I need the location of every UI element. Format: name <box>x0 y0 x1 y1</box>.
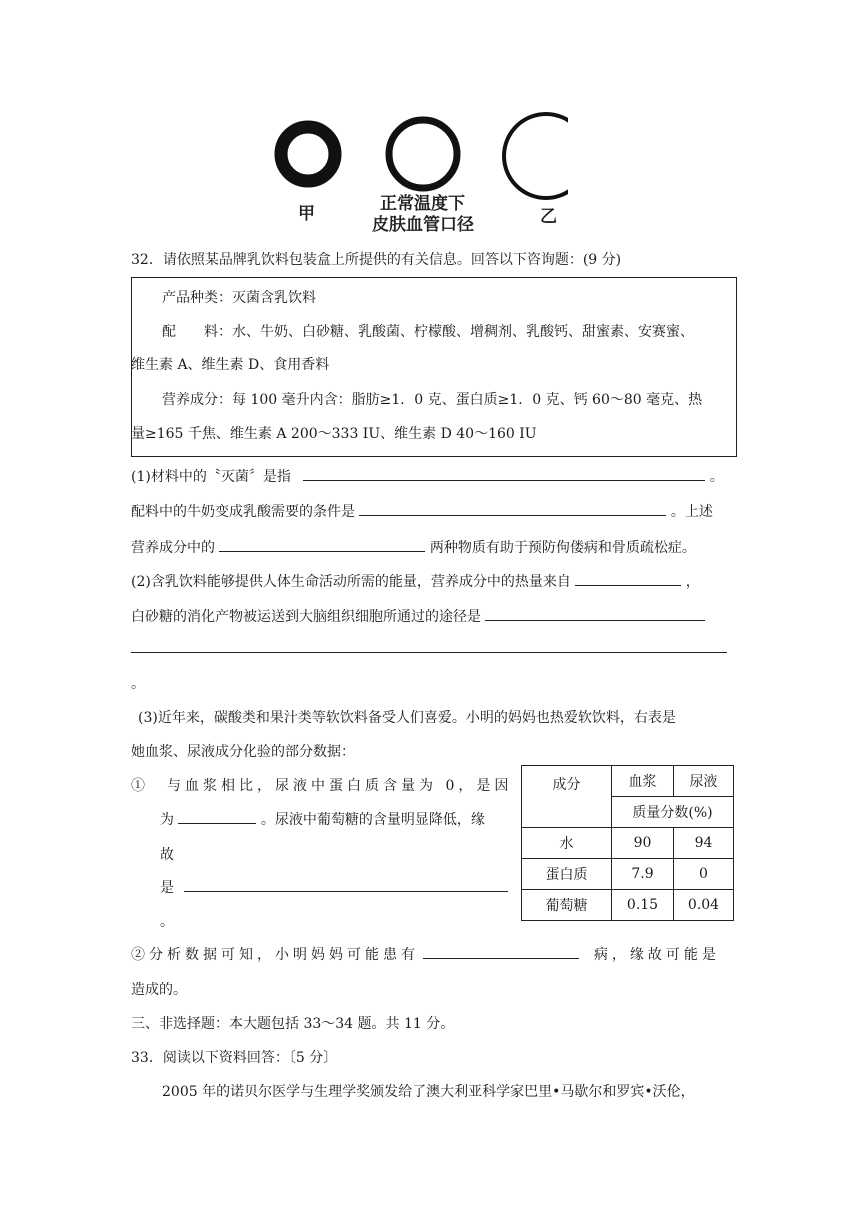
q3-s1-line-c: 故 <box>160 847 174 863</box>
q3-s1-shi: 是 <box>160 880 174 896</box>
cell-name: 蛋白质 <box>522 859 612 890</box>
q2-line-b <box>131 606 705 626</box>
answer-blank-sterilize[interactable] <box>303 466 705 481</box>
ingredients-line1: 配 料：水、牛奶、白砂糖、乳酸菌、柠檬酸、增稠剂、乳酸钙、甜蜜素、安赛蜜、 <box>162 324 694 340</box>
q1-c-end: 两种物质有助于预防佝偻病和骨质疏松症。 <box>429 540 696 556</box>
q1-prompt-lactic: 配料中的牛奶变成乳酸需要的条件是 <box>131 504 355 520</box>
q33-title: 33．阅读以下资料回答：〔5 分〕 <box>131 1050 338 1066</box>
q2-line-a <box>131 571 700 591</box>
cell-name: 水 <box>522 828 612 859</box>
cell-plasma: 0.15 <box>612 890 674 921</box>
q2-prompt-energy: (2)含乳饮料能够提供人体生命活动所需的能量，营养成分中的热量来自 <box>131 574 571 590</box>
q3-s1-line-a: ① 与血浆相比，尿液中蛋白质含量为 0，是因 <box>131 778 513 794</box>
answer-blank-lactic-condition[interactable] <box>359 501 666 516</box>
q1-b-end: 。上述 <box>670 504 713 520</box>
q1-prompt-sterilize: (1)材料中的〝灭菌〞是指 <box>131 469 291 485</box>
figure-label-jia: 甲 <box>298 204 315 224</box>
q1-prompt-nutrients: 营养成分中的 <box>131 540 215 556</box>
q32-title: 32．请依照某品牌乳饮料包装盒上所提供的有关信息。回答以下咨询题：(9 分) <box>131 252 622 268</box>
table-row <box>522 859 734 890</box>
q2-a-end: ， <box>685 574 700 590</box>
q1-line-a <box>131 466 724 486</box>
vessel-diameter-figure <box>268 104 568 234</box>
vessel-normal <box>389 120 457 188</box>
th-plasma: 血浆 <box>612 766 674 797</box>
q3-line-b: 她血浆、尿液成分化验的部分数据： <box>131 744 355 760</box>
figure-label-middle-1: 正常温度下 <box>380 194 465 214</box>
q3-s2-line-b: 造成的。 <box>131 982 187 998</box>
answer-blank-two-substances[interactable] <box>219 537 425 552</box>
q3-s1-b-end: 。尿液中葡萄糖的含量明显降低，缘 <box>260 812 485 828</box>
q1-line-c <box>131 537 696 557</box>
answer-blank-disease[interactable] <box>423 944 579 959</box>
cell-name: 葡萄糖 <box>522 890 612 921</box>
q33-text: 2005 年的诺贝尔医学与生理学奖颁发给了澳大利亚科学家巴里•马歇尔和罗宾•沃伦， <box>162 1084 695 1100</box>
q2-prompt-pathway: 白砂糖的消化产物被运送到大脑组织细胞所通过的途径是 <box>131 609 481 625</box>
ingredients-line2: 维生素 A、维生素 D、食用香料 <box>131 357 330 373</box>
q3-s2-a-end: 病，缘故可能是 <box>593 947 720 963</box>
cell-plasma: 90 <box>612 828 674 859</box>
figure-label-middle-2: 皮肤血管口径 <box>372 215 474 234</box>
vessel-dilated <box>504 114 568 198</box>
th-component: 成分 <box>522 766 612 828</box>
cell-plasma: 7.9 <box>612 859 674 890</box>
q3-s1-line-b <box>160 809 485 829</box>
answer-blank-protein-reason[interactable] <box>178 809 256 824</box>
th-urine: 尿液 <box>674 766 734 797</box>
q3-s1-line-d <box>160 877 508 897</box>
table-row <box>522 828 734 859</box>
cell-urine: 94 <box>674 828 734 859</box>
q3-s1-end: 。 <box>160 914 174 930</box>
q1-line-b <box>131 501 713 521</box>
nutrition-line2: 量≥165 千焦、维生素 A 200～333 IU、维生素 D 40～160 IU <box>131 426 537 442</box>
punct: 。 <box>709 469 724 485</box>
q3-line-a: (3)近年来，碳酸类和果汁类等软饮料备受人们喜爱。小明的妈妈也热爱软饮料，右表是 <box>138 710 676 726</box>
figure-label-yi: 乙 <box>540 207 557 227</box>
q2-end: 。 <box>131 676 145 692</box>
answer-blank-energy-source[interactable] <box>575 571 681 586</box>
plasma-urine-table <box>521 765 734 921</box>
product-type: 产品种类：灭菌含乳饮料 <box>162 290 316 306</box>
table-header-row <box>522 766 734 797</box>
cell-urine: 0.04 <box>674 890 734 921</box>
th-unit: 质量分数(%) <box>612 797 734 828</box>
section-3-heading: 三、非选择题：本大题包括 33～34 题。共 11 分。 <box>131 1016 455 1032</box>
q3-s1-wei: 为 <box>160 812 174 828</box>
q3-s2-line-a <box>131 944 720 964</box>
nutrition-line1: 营养成分：每 100 毫升内含：脂肪≥1．0 克、蛋白质≥1．0 克、钙 60～80 毫克、热 <box>162 392 703 408</box>
vessel-constricted <box>281 127 335 181</box>
answer-blank-pathway-cont[interactable] <box>131 638 727 653</box>
answer-blank-pathway[interactable] <box>485 606 705 621</box>
cell-urine: 0 <box>674 859 734 890</box>
table-row <box>522 890 734 921</box>
answer-blank-glucose-reason[interactable] <box>184 877 508 892</box>
q3-s2-prompt: ②分析数据可知，小明妈妈可能患有 <box>131 947 419 963</box>
